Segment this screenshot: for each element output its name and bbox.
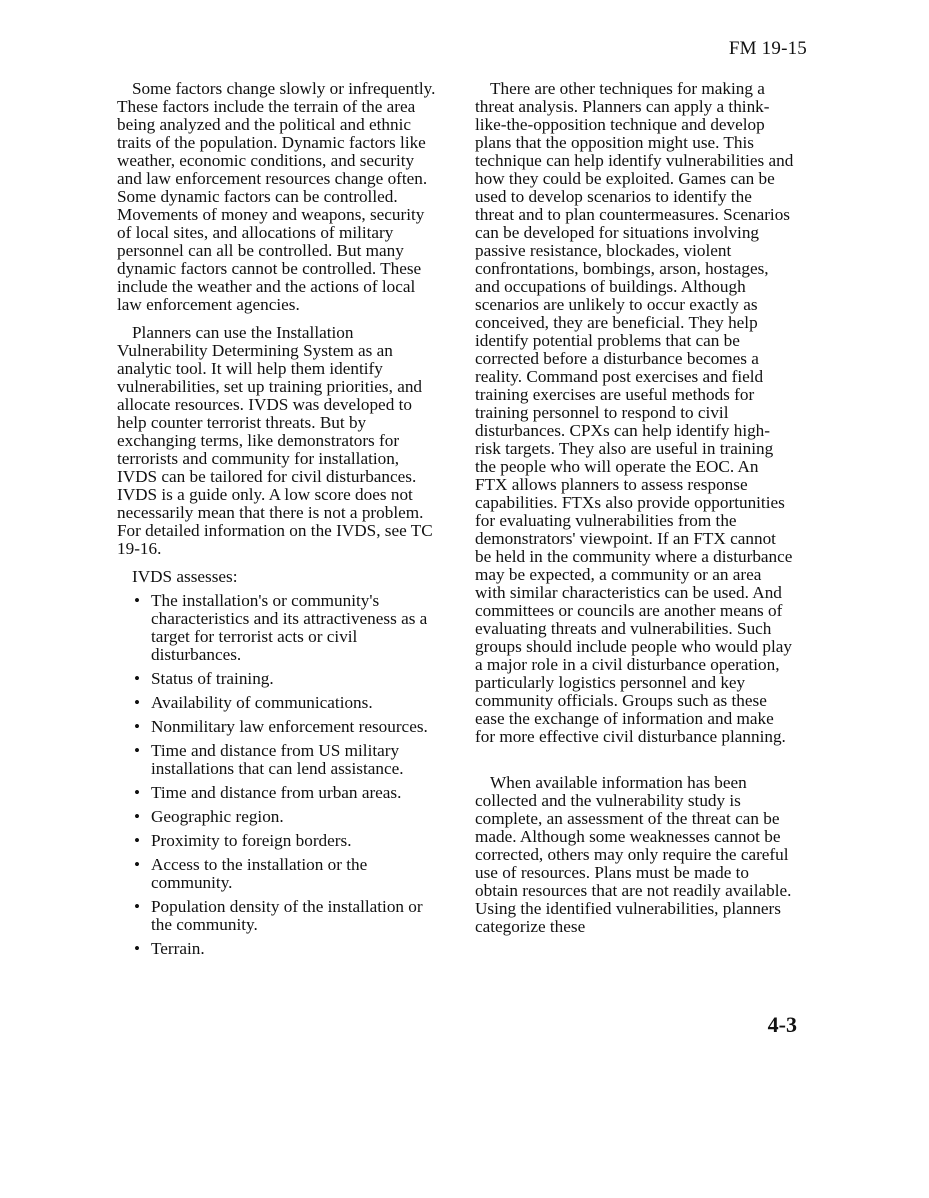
list-item: • Access to the installation or the community. [117, 856, 439, 892]
list-item: • Terrain. [117, 940, 439, 958]
list-intro: IVDS assesses: [132, 567, 238, 586]
list-item: • Availability of communications. [117, 694, 439, 712]
list-item: • Nonmilitary law enforcement resources. [117, 718, 439, 736]
list-item: • Status of training. [117, 670, 439, 688]
list-item: • Time and distance from US military installations that can lend assistance. [117, 742, 439, 778]
paragraph-factors: Some factors change slowly or infrequently. These factors include the terrain of the area being analyzed and the political and ethnic traits of the population. Dynamic factors like weather, economic conditions, and security and law enforcement resources change often. Some dynamic factors can be controlled. Movements of money and weapons, security of local sites, and allocations of military personnel can all be controlled. But many dynamic factors cannot be controlled. These include the weather and the actions of local law enforcement agencies. [117, 79, 436, 314]
ivds-assessment-list [117, 592, 439, 958]
left-column [117, 80, 439, 964]
list-item: • Proximity to foreign borders. [117, 832, 439, 850]
paragraph-assessment: When available information has been collected and the vulnerability study is complete, an assessment of the threat can be made. Although some weaknesses cannot be corrected, others may only require the careful use of resources. Plans must be made to obtain resources that are not readily available. Using the identified vulnerabilities, planners categorize these [475, 773, 792, 936]
paragraph-ivds: Planners can use the Installation Vulnerability Determining System as an analytic tool. It will help them identify vulnerabilities, set up training priorities, and allocate resources. IVDS was developed to help counter terrorist threats. But by exchanging terms, like demonstrators for terrorists and community for installation, IVDS can be tailored for civil disturbances. IVDS is a guide only. A low score does not necessarily mean that there is not a problem. For detailed information on the IVDS, see TC 19-16. [117, 323, 433, 558]
list-item: • The installation's or community's characteristics and its attractiveness as a target for terrorist acts or civil disturbances. [117, 592, 439, 664]
page-number: 4-3 [767, 1012, 797, 1037]
right-column [475, 80, 795, 936]
list-item: • Population density of the installation or the community. [117, 898, 439, 934]
list-item: • Time and distance from urban areas. [117, 784, 439, 802]
list-item: • Geographic region. [117, 808, 439, 826]
paragraph-techniques: There are other techniques for making a threat analysis. Planners can apply a think-like-the-opposition technique and develop plans that the opposition might use. This technique can help identify vulnerabilities and how they could be exploited. Games can be used to develop scenarios to identify the threat and to plan countermeasures. Scenarios can be developed for situations involving passive resistance, blockades, violent confrontations, bombings, arson, hostages, and occupations of buildings. Although scenarios are unlikely to occur exactly as conceived, they are beneficial. They help identify potential problems that can be corrected before a disturbance becomes a reality. Command post exercises and field training exercises are useful methods for training personnel to respond to civil disturbances. CPXs can help identify high-risk targets. They also are useful in training the people who will operate the EOC. An FTX allows planners to assess response capabilities. FTXs also provide opportunities for evaluating vulnerabilities from the demonstrators' viewpoint. If an FTX cannot be held in the community where a disturbance may be expected, a community or an area with similar characteristics can be used. And committees or councils are another means of evaluating threats and vulnerabilities. Such groups should include people who would play a major role in a civil disturbance operation, particularly logistics personnel and key community officials. Groups such as these ease the exchange of information and make for more effective civil disturbance planning. [475, 79, 794, 746]
manual-id-header: FM 19-15 [728, 38, 807, 59]
